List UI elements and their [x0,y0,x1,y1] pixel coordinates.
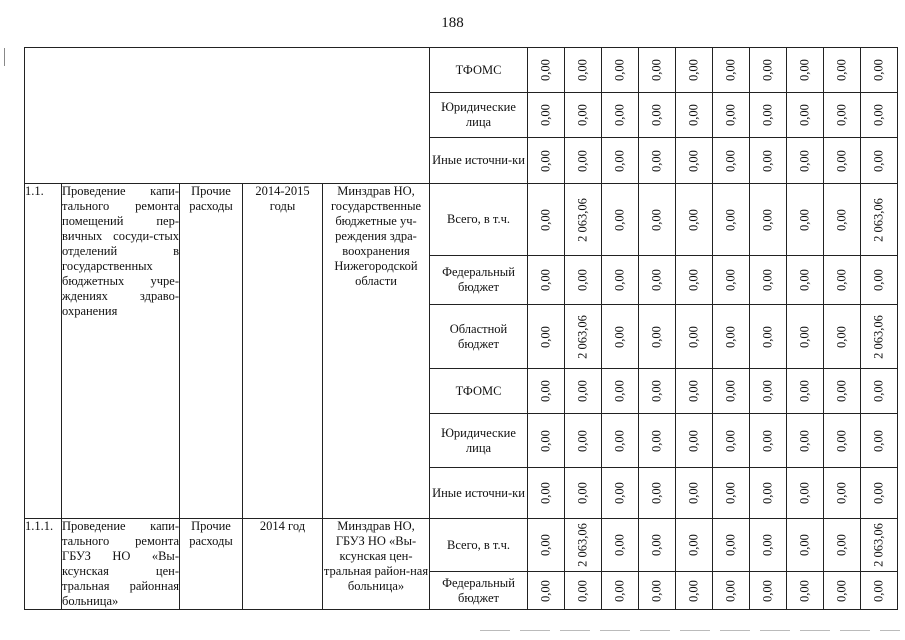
value-text: 0,00 [834,208,849,231]
value-cell [861,138,898,184]
value-cell [602,414,639,468]
value-cell [713,572,750,610]
value-cell [787,519,824,572]
value-cell [787,138,824,184]
value-text: 0,00 [834,269,849,291]
value-cell [565,305,602,369]
value-cell [787,48,824,93]
value-text: 2 063,06 [871,314,886,359]
value-text: 0,00 [760,269,775,291]
value-cell [639,414,676,468]
value-cell [528,414,565,468]
value-cell [602,468,639,519]
value-cell [528,184,565,256]
page-number: 188 [441,15,464,31]
value-cell [713,468,750,519]
value-cell [565,572,602,610]
value-text: 0,00 [834,579,849,602]
value-text: 2 063,06 [575,314,590,359]
value-text: 0,00 [612,269,627,291]
value-text: 0,00 [723,208,738,231]
value-text: 0,00 [538,59,553,81]
value-text: 0,00 [538,482,553,504]
value-cell [787,468,824,519]
value-cell [676,256,713,305]
value-cell [861,184,898,256]
value-text: 0,00 [723,149,738,172]
value-cell [713,48,750,93]
value-cell [787,414,824,468]
value-cell [861,305,898,369]
value-cell [602,184,639,256]
value-text: 0,00 [612,579,627,602]
table-row [25,48,898,93]
value-text: 0,00 [686,104,701,126]
value-cell [676,572,713,610]
value-cell [750,48,787,93]
value-text: 0,00 [760,579,775,602]
value-text: 0,00 [649,269,664,291]
value-text: 0,00 [686,59,701,81]
value-cell [676,184,713,256]
source-cell: Федеральный бюджет [430,256,528,305]
value-cell [528,519,565,572]
value-text: 0,00 [538,380,553,402]
value-cell [861,369,898,414]
value-cell [713,256,750,305]
value-cell [824,519,861,572]
value-text: 0,00 [723,59,738,81]
value-cell [528,256,565,305]
source-cell: Юридические лица [430,414,528,468]
value-text: 0,00 [871,104,886,126]
value-text: 0,00 [834,429,849,452]
source-cell: Иные источни-ки [430,138,528,184]
value-text: 0,00 [760,325,775,348]
value-text: 0,00 [649,104,664,126]
value-text: 0,00 [612,534,627,557]
item-number: 1.1. [25,184,62,519]
value-cell [824,138,861,184]
value-cell [713,184,750,256]
value-text: 0,00 [649,380,664,402]
value-cell [602,256,639,305]
source-cell: Всего, в т.ч. [430,184,528,256]
expense-type: Прочие расходы [180,519,243,610]
value-text: 0,00 [723,269,738,291]
value-text: 0,00 [575,59,590,81]
value-cell [565,256,602,305]
value-text: 0,00 [760,104,775,126]
value-text: 0,00 [834,380,849,402]
value-cell [861,256,898,305]
value-text: 0,00 [723,579,738,602]
value-text: 0,00 [797,579,812,602]
value-text: 0,00 [834,482,849,504]
value-cell [787,369,824,414]
value-text: 0,00 [538,429,553,452]
value-text: 0,00 [649,534,664,557]
value-cell [824,369,861,414]
value-cell [750,572,787,610]
value-cell [750,369,787,414]
value-cell [713,138,750,184]
value-cell [750,256,787,305]
value-cell [528,369,565,414]
expense-type: Прочие расходы [180,184,243,519]
value-cell [824,93,861,138]
value-text: 0,00 [575,104,590,126]
value-cell [861,414,898,468]
value-cell [639,256,676,305]
value-cell [713,93,750,138]
table-row [25,184,898,256]
value-text: 0,00 [723,380,738,402]
value-cell [676,468,713,519]
source-cell: Иные источни-ки [430,468,528,519]
value-text: 0,00 [686,269,701,291]
value-text: 0,00 [760,208,775,231]
value-cell [676,414,713,468]
scan-edge-line [480,630,900,631]
source-cell: Федеральный бюджет [430,572,528,610]
value-cell [565,138,602,184]
value-text: 0,00 [871,149,886,172]
item-number: 1.1.1. [25,519,62,610]
value-text: 0,00 [575,380,590,402]
value-text: 0,00 [760,380,775,402]
value-text: 0,00 [797,59,812,81]
value-text: 0,00 [834,104,849,126]
value-cell [602,519,639,572]
item-name: Проведение капи-тального ремонта помещений пер-вичных сосуди-стых отделений в государственных бюджетных учре-ждениях здраво-охранения [62,184,180,519]
value-text: 0,00 [649,149,664,172]
value-text: 0,00 [871,482,886,504]
value-cell [824,414,861,468]
value-text: 0,00 [760,149,775,172]
value-cell [602,369,639,414]
value-text: 0,00 [871,59,886,81]
value-text: 0,00 [612,104,627,126]
value-text: 0,00 [538,149,553,172]
value-text: 0,00 [575,579,590,602]
source-cell: Всего, в т.ч. [430,519,528,572]
value-cell [565,184,602,256]
value-text: 0,00 [612,482,627,504]
value-cell [565,519,602,572]
value-cell [602,138,639,184]
value-cell [565,468,602,519]
value-text: 0,00 [538,208,553,231]
value-text: 0,00 [612,149,627,172]
continued-cell [25,48,430,184]
value-cell [750,184,787,256]
value-cell [676,519,713,572]
budget-table [24,47,898,610]
value-cell [565,93,602,138]
value-text: 0,00 [797,482,812,504]
value-text: 0,00 [723,325,738,348]
value-cell [824,468,861,519]
value-text: 0,00 [760,482,775,504]
value-text: 0,00 [723,429,738,452]
value-cell [713,519,750,572]
value-text: 0,00 [575,482,590,504]
value-text: 0,00 [686,325,701,348]
value-cell [750,468,787,519]
value-text: 0,00 [538,104,553,126]
value-cell [639,184,676,256]
value-text: 0,00 [797,380,812,402]
value-text: 2 063,06 [871,523,886,567]
value-cell [861,468,898,519]
value-cell [565,414,602,468]
value-text: 0,00 [797,269,812,291]
value-cell [676,93,713,138]
value-text: 0,00 [797,325,812,348]
value-text: 0,00 [834,59,849,81]
value-text: 0,00 [871,269,886,291]
value-cell [861,519,898,572]
period: 2014-2015 годы [243,184,323,519]
value-text: 0,00 [797,534,812,557]
executor: Минздрав НО, ГБУЗ НО «Вы-ксунская цен-тральная район-ная больница» [323,519,430,610]
value-cell [639,519,676,572]
value-cell [750,414,787,468]
value-text: 0,00 [797,429,812,452]
value-text: 0,00 [649,429,664,452]
value-text: 0,00 [686,534,701,557]
value-cell [602,572,639,610]
value-text: 0,00 [797,208,812,231]
value-text: 0,00 [538,269,553,291]
value-text: 0,00 [723,482,738,504]
value-cell [861,93,898,138]
value-cell [639,138,676,184]
value-cell [565,369,602,414]
source-cell: ТФОМС [430,48,528,93]
value-cell [639,369,676,414]
value-cell [750,138,787,184]
value-text: 0,00 [612,380,627,402]
value-cell [787,184,824,256]
value-text: 2 063,06 [871,197,886,242]
value-text: 0,00 [575,429,590,452]
value-text: 0,00 [834,534,849,557]
value-cell [787,256,824,305]
value-text: 0,00 [612,429,627,452]
value-cell [824,184,861,256]
value-cell [824,48,861,93]
value-text: 0,00 [612,59,627,81]
value-cell [676,138,713,184]
value-cell [750,93,787,138]
source-cell: Юридические лица [430,93,528,138]
value-cell [639,468,676,519]
value-text: 0,00 [649,325,664,348]
value-text: 0,00 [538,579,553,602]
value-cell [528,138,565,184]
value-cell [787,305,824,369]
value-text: 0,00 [723,104,738,126]
value-cell [713,414,750,468]
value-cell [713,305,750,369]
value-text: 0,00 [760,429,775,452]
value-text: 2 063,06 [575,197,590,242]
value-cell [824,305,861,369]
source-cell: Областной бюджет [430,305,528,369]
item-name: Проведение капи-тального ремонта ГБУЗ НО «Вы-ксунская цен-тральная районная больница» [62,519,179,608]
value-text: 0,00 [686,149,701,172]
value-text: 0,00 [760,534,775,557]
table-row [25,519,898,572]
value-text: 0,00 [612,208,627,231]
margin-mark [4,48,5,66]
value-text: 0,00 [538,534,553,557]
value-cell [639,572,676,610]
value-text: 0,00 [686,380,701,402]
value-text: 0,00 [723,534,738,557]
value-cell [824,256,861,305]
value-text: 0,00 [797,104,812,126]
value-text: 0,00 [612,325,627,348]
value-text: 0,00 [649,208,664,231]
period: 2014 год [243,519,323,610]
value-text: 0,00 [686,579,701,602]
value-text: 0,00 [834,149,849,172]
value-text: 0,00 [538,325,553,348]
value-text: 2 063,06 [575,523,590,567]
value-text: 0,00 [649,579,664,602]
value-cell [787,93,824,138]
value-cell [750,305,787,369]
value-cell [824,572,861,610]
value-text: 0,00 [575,149,590,172]
value-text: 0,00 [760,59,775,81]
value-text: 0,00 [871,429,886,452]
value-cell [861,48,898,93]
value-cell [676,369,713,414]
value-cell [861,572,898,610]
value-cell [528,305,565,369]
value-cell [750,519,787,572]
value-cell [602,305,639,369]
value-text: 0,00 [686,429,701,452]
value-cell [528,48,565,93]
value-cell [639,48,676,93]
value-cell [639,305,676,369]
value-cell [676,305,713,369]
value-text: 0,00 [871,579,886,602]
value-text: 0,00 [871,380,886,402]
value-cell [713,369,750,414]
value-text: 0,00 [575,269,590,291]
value-cell [787,572,824,610]
value-text: 0,00 [686,208,701,231]
value-cell [676,48,713,93]
value-cell [639,93,676,138]
value-cell [602,93,639,138]
table-body [25,48,898,610]
value-text: 0,00 [649,482,664,504]
value-cell [528,572,565,610]
executor: Минздрав НО, государственные бюджетные уч-реждения здра-воохранения Нижегородской области [323,184,430,519]
value-cell [602,48,639,93]
source-cell: ТФОМС [430,369,528,414]
value-text: 0,00 [686,482,701,504]
value-cell [528,93,565,138]
value-cell [528,468,565,519]
value-text: 0,00 [797,149,812,172]
value-text: 0,00 [834,325,849,348]
value-cell [565,48,602,93]
value-text: 0,00 [649,59,664,81]
